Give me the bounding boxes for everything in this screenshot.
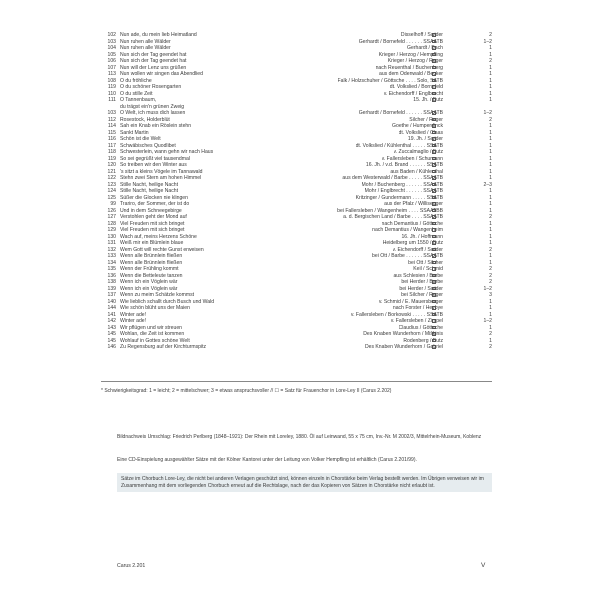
difficulty-level: 1: [489, 337, 492, 344]
song-source: bei Herder / Świder: [399, 285, 443, 292]
song-title: Stille Nacht, heilige Nacht: [120, 181, 179, 188]
difficulty-level: 1: [489, 259, 492, 266]
song-title: So sei gegrüßt viel tausendmal: [120, 155, 190, 162]
song-source: Gerhardt / Bornefeld . . . . . . SSAATB: [358, 110, 443, 116]
womens-choir-box-icon: [432, 339, 436, 343]
song-number: 124: [107, 188, 116, 194]
song-title: Wach auf, meins Herzens Schöne: [120, 233, 197, 240]
song-number: 133: [107, 253, 116, 259]
song-number: 130: [107, 233, 116, 240]
womens-choir-box-icon: [432, 345, 436, 349]
difficulty-level: 2: [489, 331, 492, 337]
song-source: Krieger / Herzog / Reger: [387, 58, 443, 64]
song-source: Krieger / Herzog / Hempfling: [378, 51, 443, 58]
song-title: Wenn der Frühling kommt: [120, 266, 179, 272]
song-title: Nun sich der Tag geendet hat: [120, 58, 187, 64]
song-list: [101, 32, 492, 351]
song-title: Süßer die Glocken nie klingen: [120, 194, 188, 201]
difficulty-level: 1: [489, 51, 492, 58]
song-number: 110: [107, 90, 116, 97]
difficulty-level: 1: [489, 298, 492, 305]
song-title: Viel Freuden mit sich bringet: [120, 220, 185, 227]
song-title: Nun wollen wir singen das Abendlied: [120, 71, 203, 77]
womens-choir-box-icon: [432, 118, 436, 122]
difficulty-level: 1: [489, 123, 492, 129]
womens-choir-box-icon: [432, 306, 436, 310]
womens-choir-box-icon: [432, 157, 436, 161]
song-source: nach Demantius / Wangenheim: [372, 227, 443, 233]
womens-choir-box-icon: [432, 85, 436, 89]
song-number: 122: [107, 175, 116, 181]
song-number: 117: [107, 142, 116, 149]
womens-choir-box-icon: [432, 261, 436, 265]
song-number: 120: [107, 162, 116, 168]
womens-choir-box-icon: [432, 137, 436, 141]
song-number: 138: [107, 279, 116, 285]
difficulty-level: 1: [489, 207, 492, 214]
womens-choir-box-icon: [432, 267, 436, 271]
song-number: 143: [107, 324, 116, 331]
song-source: bei Fallersleben / Wangenheim . . . . SSAATBB: [337, 207, 443, 214]
womens-choir-box-icon: [432, 241, 436, 245]
difficulty-level: 1: [489, 84, 492, 90]
song-title: O du fröhliche: [120, 77, 152, 84]
song-title: Und in dem Schneegebirge: [120, 207, 182, 214]
song-title: Nun ruhen alle Wälder: [120, 45, 171, 51]
divider-rule: [101, 381, 492, 382]
difficulty-level: 1: [489, 77, 492, 84]
song-title: Wenn alle Brünnlein fließen: [120, 259, 183, 266]
womens-choir-box-icon: [432, 150, 436, 154]
song-title: Verstohlen geht der Mond auf: [120, 214, 187, 220]
song-title: Trariro, der Sommer, der ist do: [120, 201, 190, 207]
womens-choir-box-icon: [432, 72, 436, 76]
song-source: v. Fallersleben / Schumann: [381, 155, 443, 162]
song-number: 121: [107, 168, 116, 175]
song-row: [101, 344, 492, 351]
song-number: 105: [107, 51, 116, 58]
song-title: Winter ade!: [120, 311, 147, 318]
difficulty-level: 1: [489, 71, 492, 77]
difficulty-level: 1: [489, 311, 492, 318]
womens-choir-box-icon: [432, 222, 436, 226]
song-number: 112: [107, 116, 116, 123]
song-source: Goethe / Humperdinck: [392, 123, 443, 129]
catalog-number: Carus 2.201: [117, 563, 146, 569]
womens-choir-box-icon: [432, 46, 436, 50]
song-source: Des Knaben Wunderhorn / Miškinis: [363, 331, 443, 337]
song-source: 16. Jh. / v.d. Brand . . . . . . SSATB: [365, 162, 443, 168]
song-title: Schön ist die Welt: [120, 136, 161, 142]
song-source: dt. Volkslied / Bornefeld: [389, 84, 443, 90]
song-source: Rodenberg / Butz: [403, 337, 443, 344]
difficulty-level: 1–2: [483, 318, 492, 324]
song-number: 128: [107, 220, 116, 227]
song-title: Schwesterlein, wann gehn wir nach Haus: [120, 149, 214, 155]
womens-choir-box-icon: [432, 183, 436, 187]
song-number: 103: [107, 38, 116, 45]
song-source: dt. Volkslied / Claas: [398, 129, 443, 136]
womens-choir-box-icon: [432, 326, 436, 330]
song-number: 145: [107, 337, 116, 344]
song-source: Gerhardt / Bornefeld . . . . . . SSAATB: [358, 38, 443, 45]
song-source: Kritzinger / Gundermann . . . . . SSATB: [355, 194, 443, 201]
difficulty-level: 2: [489, 246, 492, 253]
song-title: Wenn ich ein Vöglein wär: [120, 285, 178, 292]
song-number: 108: [107, 77, 116, 84]
song-source: Heidelberg um 1550 / Butz: [382, 240, 443, 246]
womens-choir-box-icon: [432, 196, 436, 200]
song-title: Stehn zwei Stern am hohen Himmel: [120, 175, 202, 181]
song-title: Nun will der Lenz uns grüßen: [120, 64, 187, 71]
song-source: 15. Jh. / Butz: [413, 97, 443, 103]
difficulty-level: 1: [489, 129, 492, 136]
womens-choir-box-icon: [432, 98, 436, 102]
song-title: Wie lieblich schallt durch Busch und Wald: [120, 298, 215, 305]
womens-choir-box-icon: [432, 144, 436, 148]
difficulty-level: 2: [489, 344, 492, 350]
song-number: 137: [107, 292, 116, 298]
difficulty-level: 1: [489, 149, 492, 155]
song-index: [101, 32, 492, 398]
song-source: aus Schlesien / Barbe: [393, 272, 443, 279]
song-source: v. Eichendorff / Englbrecht: [383, 90, 443, 97]
song-title: Nun sich der Tag geendet hat: [120, 51, 187, 58]
song-title: O Tannenbaum,: [120, 97, 157, 103]
womens-choir-box-icon: [432, 92, 436, 96]
song-title: Wem Gott will rechte Gunst erweisen: [120, 246, 204, 253]
song-number: 123: [107, 181, 116, 188]
song-source: aus dem Odenwald / Becker: [379, 71, 443, 77]
song-number: 103: [107, 110, 116, 116]
womens-choir-box-icon: [432, 53, 436, 57]
womens-choir-box-icon: [432, 33, 436, 37]
song-number: 136: [107, 272, 116, 279]
womens-choir-box-icon: [432, 274, 436, 278]
song-number: 129: [107, 227, 116, 233]
song-source: 16. Jh. / Hoffmann: [401, 233, 443, 240]
womens-choir-box-icon: [432, 215, 436, 219]
song-number: 134: [107, 259, 116, 266]
womens-choir-box-icon: [432, 300, 436, 304]
song-number: 99: [110, 201, 116, 207]
song-source: aus der Pfalz / Willisegger: [384, 201, 443, 207]
difficulty-level: 2: [489, 58, 492, 64]
song-number: 119: [107, 155, 116, 162]
difficulty-level: 2: [489, 272, 492, 279]
song-number: 111: [108, 97, 116, 103]
song-source: Claudius / Göttsche: [398, 324, 443, 331]
song-number: 114: [107, 123, 116, 129]
womens-choir-box-icon: [432, 319, 436, 323]
song-source: Keil / Schmid: [413, 266, 443, 272]
cd-note: Eine CD-Einspielung ausgewählter Sätze mit der Kölner Kantorei unter der Leitung von Volker Hempfling ist erhältlich (Carus 2.201/99).: [117, 457, 417, 463]
song-number: 125: [107, 194, 116, 201]
song-title: du trägst ein'n grünen Zweig: [120, 103, 185, 110]
song-number: 119: [107, 84, 116, 90]
difficulty-level: 1: [489, 194, 492, 201]
song-title: Wohlan, die Zeit ist kommen: [120, 331, 185, 337]
difficulty-level: 1: [489, 175, 492, 181]
difficulty-level: 1: [489, 201, 492, 207]
song-source: Disselhoff / Świder: [400, 32, 443, 38]
song-title: Wenn die Betteleute tanzen: [120, 272, 183, 279]
song-number: 131: [107, 240, 116, 246]
difficulty-level: 3: [489, 292, 492, 298]
song-source: aus Baden / Kühlenthal: [390, 168, 443, 175]
difficulty-level: 1: [489, 188, 492, 194]
difficulty-level: 2: [489, 214, 492, 220]
difficulty-level: 1: [489, 233, 492, 240]
song-title: Nun ruhen alle Wälder: [120, 38, 171, 45]
song-number: 113: [107, 71, 116, 77]
song-number: 146: [107, 344, 116, 350]
song-number: 104: [107, 45, 116, 51]
song-source: a. d. Bergischen Land / Barbe . . . . SSAATB: [343, 214, 443, 220]
song-title: O du schöner Rosengarten: [120, 84, 182, 90]
song-title: Wenn alle Brünnlein fließen: [120, 253, 183, 259]
song-number: 118: [107, 149, 116, 155]
difficulty-level: 1: [489, 240, 492, 246]
song-source: v. Fallersleben / Borkowski . . . . . SSATB: [350, 311, 443, 318]
song-source: bei Ott / Silcher: [408, 259, 443, 266]
song-number: 116: [107, 136, 116, 142]
difficulty-level: 1: [489, 168, 492, 175]
womens-choir-box-icon: [432, 163, 436, 167]
song-title: Zu Regensburg auf der Kirchturmspitz: [120, 344, 207, 350]
song-number: 132: [107, 246, 116, 253]
song-source: bei Silcher / Reger: [401, 292, 443, 298]
song-number: 106: [107, 58, 116, 64]
song-title: Sankt Martin: [120, 129, 149, 136]
song-title: O du stille Zeit: [120, 90, 153, 97]
difficulty-level: 1–2: [483, 38, 492, 45]
womens-choir-box-icon: [432, 170, 436, 174]
song-title: Wohlauf in Gottes schöne Welt: [120, 337, 190, 344]
song-title: Wenn ich ein Vöglein wär: [120, 279, 178, 285]
song-title: Wie schön blüht uns der Maien: [120, 305, 190, 311]
difficulty-level: 2: [489, 32, 492, 38]
womens-choir-box-icon: [432, 131, 436, 135]
song-number: 115: [107, 129, 116, 136]
difficulty-level: 1: [489, 45, 492, 51]
song-number: 144: [107, 305, 116, 311]
difficulty-level: 1: [489, 227, 492, 233]
song-title: So treiben wir den Winter aus: [120, 162, 187, 168]
difficulty-level: 1–2: [483, 110, 492, 116]
womens-choir-box-icon: [432, 228, 436, 232]
song-source: aus dem Westerwald / Barbe . . . . . SSAATB: [342, 175, 443, 181]
song-number: 142: [107, 318, 116, 324]
song-title: Viel Freuden mit sich bringet: [120, 227, 185, 233]
difficulty-level: 2–3: [483, 181, 492, 188]
difficulty-level: 1: [489, 142, 492, 149]
song-number: 140: [107, 298, 116, 305]
song-title: Stille Nacht, heilige Nacht: [120, 188, 179, 194]
womens-choir-box-icon: [432, 59, 436, 63]
song-number: 127: [107, 214, 116, 220]
difficulty-level: 1: [489, 220, 492, 227]
song-source: Silcher / Reger: [409, 116, 443, 123]
womens-choir-box-icon: [432, 40, 436, 44]
womens-choir-box-icon: [432, 189, 436, 193]
difficulty-level: 1: [489, 97, 492, 103]
song-title: 's sitzt a kleins Vögele im Tannawald: [120, 168, 203, 175]
cover-credit: Bildnachweis Umschlag: Friedrich Perlberg (1848–1921): Der Rhein mit Loreley, 1880. Öl auf Leinwand, 55 x 75 cm, Inv.-Nr. M 2002/3, Mittelrhein-Museum, Koblenz: [117, 434, 482, 440]
womens-choir-box-icon: [432, 176, 436, 180]
song-source: dt. Volkslied / Kühlenthal . . . . . SSATB: [355, 142, 443, 149]
song-title: Wenn zu meim Schätzle kommst: [120, 292, 195, 298]
womens-choir-box-icon: [432, 313, 436, 317]
song-title: Nun ade, du mein lieb Heimatland: [120, 32, 197, 38]
song-number: 135: [107, 266, 116, 272]
song-title: O Welt, ich muss dich lassen: [120, 110, 186, 116]
song-source: v. Eichendorff / Świder: [392, 246, 443, 253]
song-source: v. Fallersleben / Zimpel: [390, 318, 443, 324]
womens-choir-box-icon: [432, 209, 436, 213]
song-title: Wir pflügen und wir streuen: [120, 324, 183, 331]
difficulty-level: 2: [489, 116, 492, 123]
womens-choir-box-icon: [432, 79, 436, 83]
song-source: nach Forster / Heybye: [392, 305, 443, 311]
difficulty-level: 1: [489, 162, 492, 168]
page-number: V: [481, 562, 486, 569]
song-title: Weiß mir ein Blümlein blaue: [120, 240, 184, 246]
womens-choir-box-icon: [432, 235, 436, 239]
song-source: v. Zuccalmaglio / Butz: [393, 149, 443, 155]
difficulty-level: 1: [489, 324, 492, 331]
difficulty-level: 1–2: [483, 285, 492, 292]
womens-choir-box-icon: [432, 111, 436, 115]
rights-notice: Sätze im Chorbuch Lore-Ley, die nicht bei anderen Verlagen geschützt sind, können einzeln in Chorstärke beim Verlag bestellt werden. Im Übrigen verweisen wir im Zusammenhang mit dem vorliegenden Chorbuch erneut auf die Rechtslage, nach der das Kopieren von Sätzen in Chorstärke nicht erlaubt ist.: [117, 473, 492, 492]
song-source: Mohr / Englbrecht . . . . . . SSAATB: [364, 188, 443, 194]
song-number: 141: [107, 311, 116, 318]
difficulty-level: 2: [489, 266, 492, 272]
womens-choir-box-icon: [432, 293, 436, 297]
difficulty-level: 1: [489, 64, 492, 71]
difficulty-level: 1: [489, 253, 492, 259]
song-title: Schwäbisches Quodlibet: [120, 142, 176, 149]
difficulty-footnote: * Schwierigkeitsgrad: 1 = leicht; 2 = mittelschwer; 3 = etwas anspruchsvoller // ☐ = Satz für Frauenchor in Lore-Ley II (Carus 2.202): [101, 388, 392, 394]
song-source: nach Demantius / Göttsche: [381, 220, 443, 227]
song-number: 145: [107, 331, 116, 337]
womens-choir-box-icon: [432, 280, 436, 284]
difficulty-level: 1: [489, 90, 492, 97]
womens-choir-box-icon: [432, 124, 436, 128]
song-number: 126: [107, 207, 116, 214]
song-source: Falk / Holzschuher / Göttsche . . . . Solo, SATB: [337, 77, 443, 84]
song-source: 19. Jh. / Świder: [407, 136, 443, 142]
difficulty-level: 1: [489, 305, 492, 311]
womens-choir-box-icon: [432, 248, 436, 252]
womens-choir-box-icon: [432, 202, 436, 206]
song-source: nach Reuenthal / Buchenberg: [375, 64, 443, 71]
song-source: Des Knaben Wunderhorn / Gabriel: [364, 344, 443, 350]
song-title: Sah ein Knab ein Röslein stehn: [120, 123, 192, 129]
song-source: bei Herder / Barbe: [401, 279, 443, 285]
womens-choir-box-icon: [432, 66, 436, 70]
song-number: 139: [107, 285, 116, 292]
difficulty-level: 1: [489, 155, 492, 162]
difficulty-level: 2: [489, 279, 492, 285]
difficulty-level: 1: [489, 136, 492, 142]
song-source: Gerhardt / Bach: [407, 45, 443, 51]
womens-choir-box-icon: [432, 332, 436, 336]
womens-choir-box-icon: [432, 287, 436, 291]
song-title: Winter ade!: [120, 318, 147, 324]
song-source: bei Ott / Barbe . . . . . . SSAATB: [372, 253, 443, 259]
song-title: Rosestock, Holderblüt: [120, 116, 170, 123]
womens-choir-box-icon: [432, 254, 436, 258]
song-source: Mohr / Buchenberg . . . . . . SSAATB: [361, 181, 443, 188]
song-number: 102: [107, 32, 116, 38]
song-source: v. Schmid / E. Mauersberger: [378, 298, 443, 305]
song-number: 107: [107, 64, 116, 71]
